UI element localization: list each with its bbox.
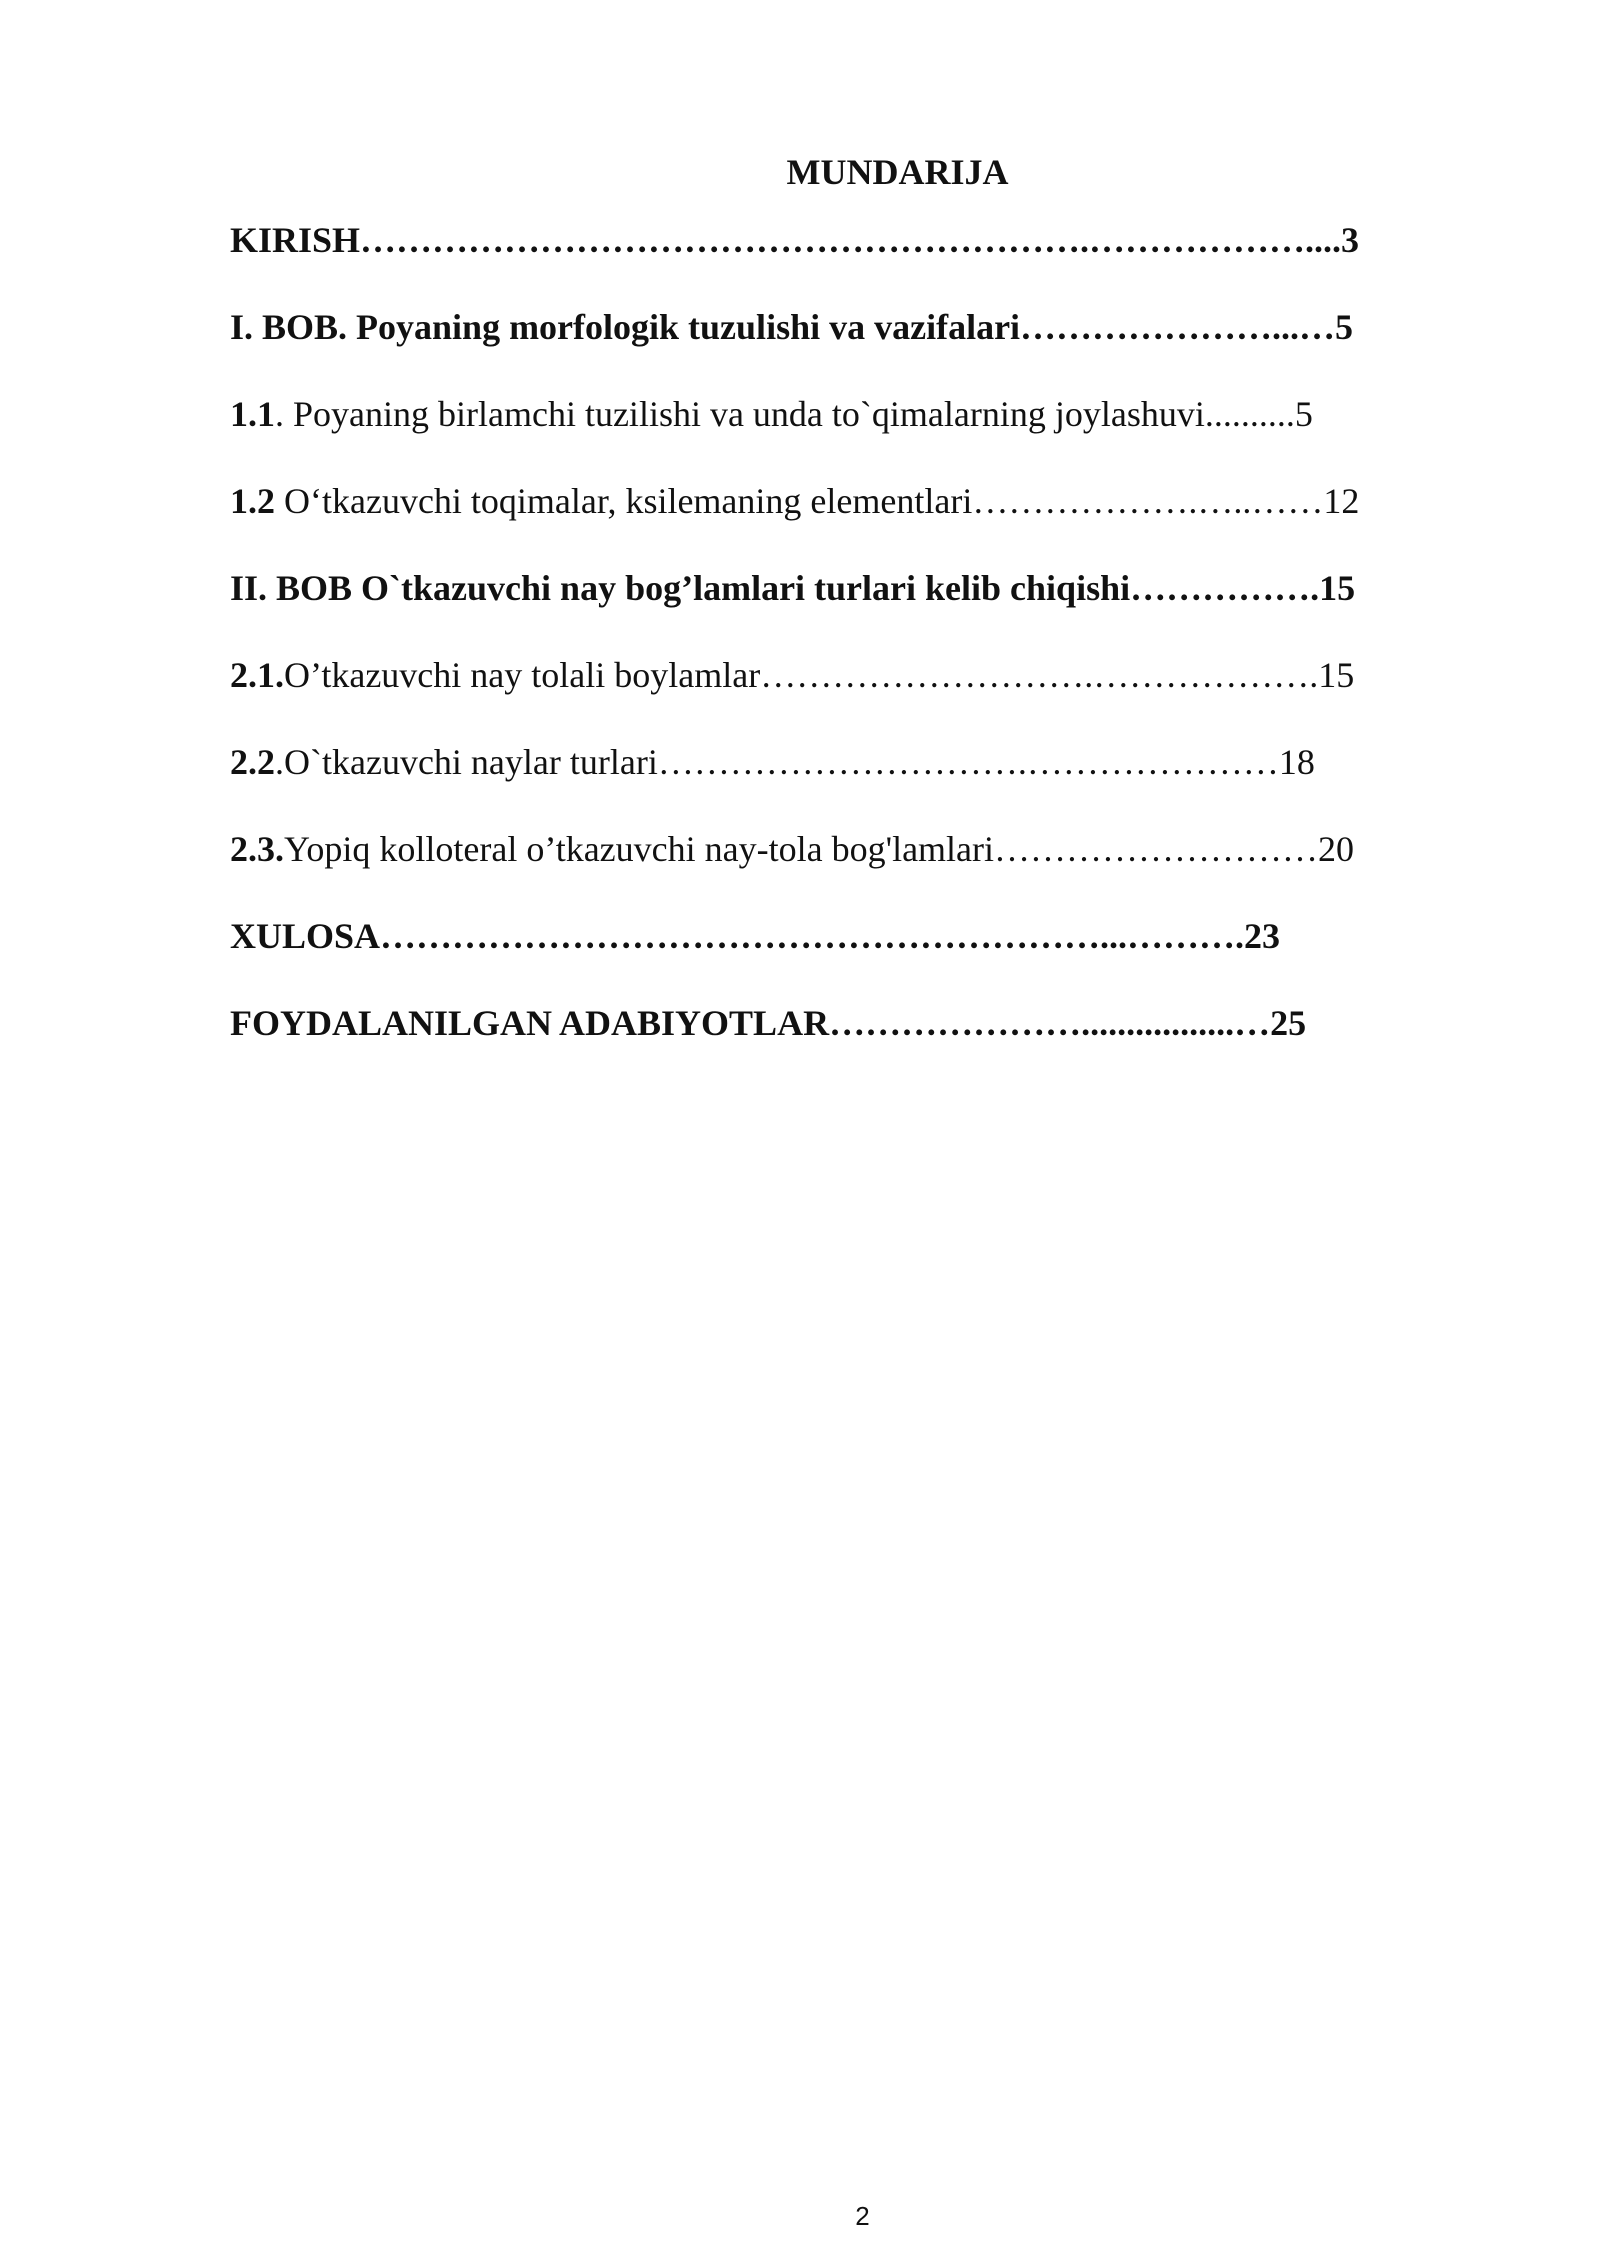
toc-entry-section-1-2 bbox=[230, 473, 1430, 560]
table-of-contents bbox=[230, 212, 1430, 1082]
toc-entry-text: I. BOB. Poyaning morfologik tuzulishi va vazifalari…………………...…5 bbox=[230, 307, 1354, 347]
toc-entry-text: II. BOB O`tkazuvchi nay bog’lamlari turlari kelib chiqishi…………….15 bbox=[230, 568, 1356, 608]
toc-entry-section-2-1 bbox=[230, 647, 1430, 734]
toc-entry-text: FOYDALANILGAN ADABIYOTLAR………………….................…25 bbox=[230, 1003, 1307, 1043]
toc-entry-content bbox=[230, 647, 1354, 703]
toc-entry-number: 2.3. bbox=[230, 829, 284, 869]
page-title: MUNDARIJA bbox=[786, 152, 1009, 192]
toc-entry-content bbox=[230, 821, 1354, 877]
toc-entry-text: KIRISH…………………………………………………….………………....3 bbox=[230, 220, 1360, 260]
toc-entry-number: 1.2 bbox=[230, 481, 275, 521]
toc-entry-number: 2.2 bbox=[230, 742, 275, 782]
toc-entry-text: . Poyaning birlamchi tuzilishi va unda to`qimalarning joylashuvi..........5 bbox=[275, 394, 1313, 434]
toc-entry-chapter-2 bbox=[230, 560, 1430, 647]
toc-entry-text: O‘tkazuvchi toqimalar, ksilemaning elementlari……………….…..……12 bbox=[275, 481, 1360, 521]
page-number: 2 bbox=[855, 2201, 870, 2231]
toc-entry-content bbox=[230, 473, 1359, 529]
toc-entry-number: 1.1 bbox=[230, 394, 275, 434]
toc-entry-text: .O`tkazuvchi naylar turlari………………………….…………………18 bbox=[275, 742, 1315, 782]
toc-entry-chapter-1 bbox=[230, 299, 1430, 386]
toc-entry-text: XULOSA……………………………………………………...……….23 bbox=[230, 916, 1281, 956]
toc-entry-adabiyotlar bbox=[230, 995, 1430, 1082]
toc-entry-content bbox=[230, 734, 1315, 790]
toc-entry-kirish bbox=[230, 212, 1430, 299]
toc-entry-section-1-1 bbox=[230, 386, 1430, 473]
toc-entry-content bbox=[230, 386, 1313, 442]
toc-entry-text: O’tkazuvchi nay tolali boylamlar……………………….……………….15 bbox=[284, 655, 1355, 695]
toc-entry-section-2-3 bbox=[230, 821, 1430, 908]
toc-entry-number: 2.1. bbox=[230, 655, 284, 695]
toc-entry-section-2-2 bbox=[230, 734, 1430, 821]
toc-entry-xulosa bbox=[230, 908, 1430, 995]
toc-entry-text: Yopiq kolloteral o’tkazuvchi nay-tola bog'lamlari………………………20 bbox=[284, 829, 1355, 869]
